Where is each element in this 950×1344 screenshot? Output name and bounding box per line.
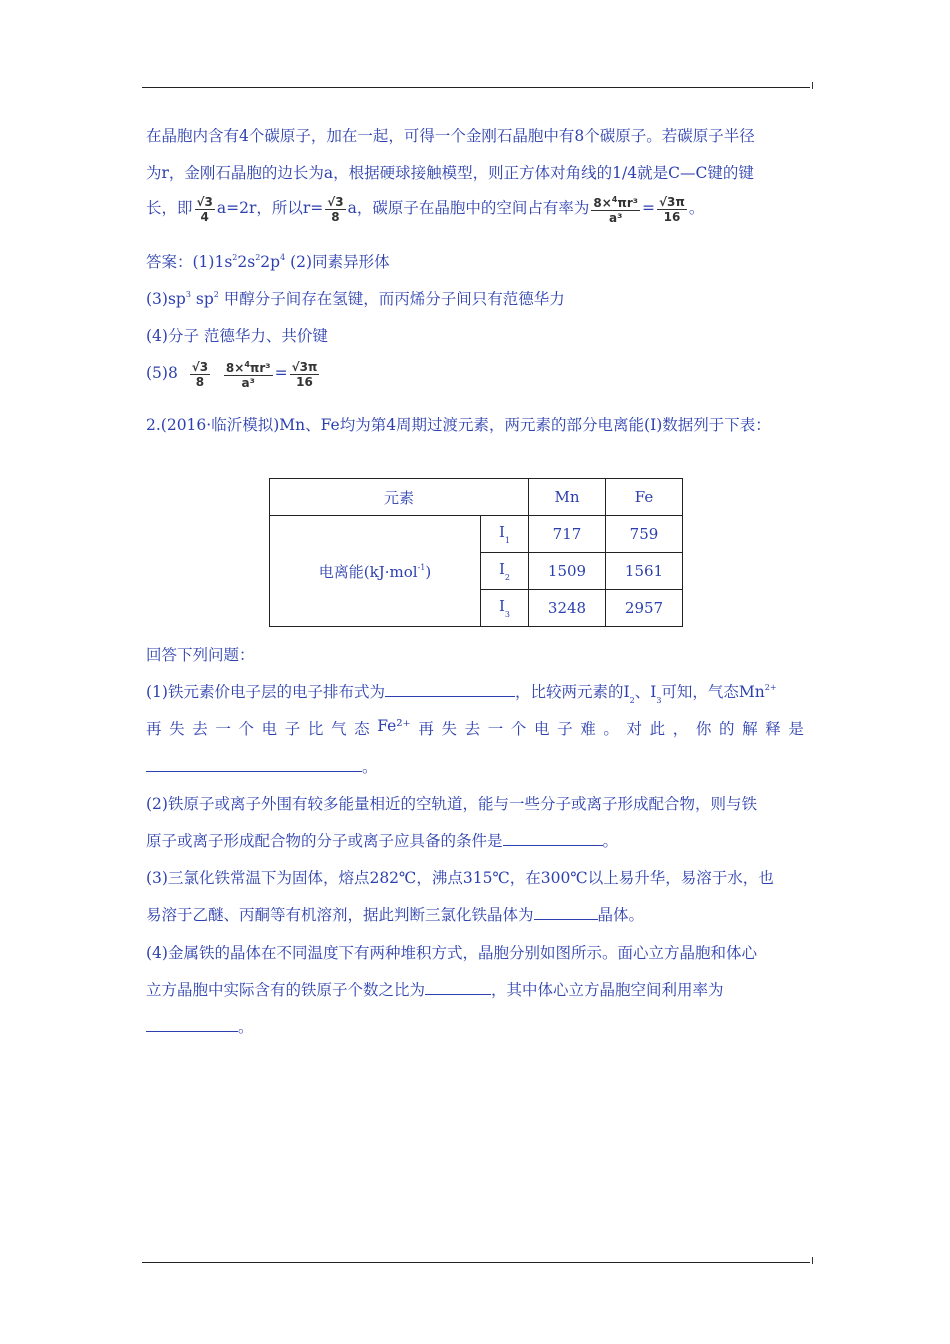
justified-char: 子 bbox=[284, 720, 301, 738]
justified-char: 气 bbox=[331, 720, 347, 738]
answer-blank[interactable] bbox=[146, 757, 362, 772]
mn-value: 717 bbox=[529, 516, 606, 553]
justified-char: 比 bbox=[307, 720, 324, 738]
fraction-packing: $\frac{8\times^4\pi r^3}{\text{a³}}$ bbox=[593, 195, 639, 225]
answer-prompt: 回答下列问题： bbox=[146, 646, 255, 664]
fraction-sqrt3-over-8: $\frac{√3}{8}$ bbox=[327, 194, 344, 224]
justified-char: 电 bbox=[533, 720, 550, 738]
ionization-energy-table bbox=[269, 478, 683, 627]
sub-question-1: (1)铁元素价电子层的电子排布式为 ，比较两元素的$I_2$、$I_3$可知，气态$Mn^{2+}$ bbox=[146, 683, 777, 705]
sub-question-1-line3: 。 bbox=[146, 755, 378, 777]
ionization-level: $I_2$ bbox=[481, 553, 529, 590]
paragraph-line: 为r，金刚石晶胞的边长为a，根据硬球接触模型，则正方体对角线的1/4就是C—C键的键 bbox=[146, 164, 754, 182]
justified-char: 你 bbox=[695, 720, 712, 738]
justified-char: 一 bbox=[487, 720, 504, 738]
answer-blank[interactable] bbox=[503, 831, 603, 846]
ionization-level: $I_1$ bbox=[481, 516, 529, 553]
mn-value: 1509 bbox=[529, 553, 606, 590]
fraction-sqrt3pi-over-16: $\frac{√3\pi}{16}$ bbox=[291, 359, 318, 389]
ionization-level: $I_3$ bbox=[481, 590, 529, 627]
justified-char: 此 bbox=[649, 720, 666, 738]
justified-char: 是 bbox=[788, 720, 804, 738]
justified-char: 失 bbox=[169, 720, 185, 738]
answer-blank[interactable] bbox=[425, 980, 491, 995]
justified-char: 再 bbox=[146, 720, 162, 738]
justified-char: 再 bbox=[418, 720, 434, 738]
answer-line-3: $(3)sp^3$ $sp^2$ 甲醇分子间存在氢键，而丙烯分子间只有范德华力 bbox=[146, 290, 565, 308]
justified-char: 。 bbox=[603, 720, 619, 738]
sub-question-3: (3)三氯化铁常温下为固体，熔点282℃，沸点315℃，在300℃以上易升华，易溶于水，也 bbox=[146, 869, 774, 887]
header-element: 元素 bbox=[270, 479, 529, 516]
justified-char: 态 bbox=[354, 720, 370, 738]
sub-question-2-line2: 原子或离子形成配合物的分子或离子应具备的条件是 。 bbox=[146, 832, 619, 850]
header-rule bbox=[142, 87, 810, 88]
justified-char: 的 bbox=[718, 720, 735, 738]
header-mn: Mn bbox=[529, 479, 606, 516]
answer-blank[interactable] bbox=[146, 1017, 238, 1032]
answer-line-5: (5)8 $\frac{√3}{8}$ $\frac{8\times^4\pi r^3}{\text{a³}}$ = $\frac{√3\pi}{16}$ bbox=[146, 359, 318, 390]
question-2-title: 2.(2016·临沂模拟)Mn、Fe均为第4周期过渡元素，两元素的部分电离能(I)数据列于下表： bbox=[146, 416, 771, 434]
justified-char: ， bbox=[672, 720, 689, 738]
fraction-packing: $\frac{8\times^4\pi r^3}{\text{a³}}$ bbox=[225, 360, 271, 390]
paragraph-line: 在晶胞内含有4个碳原子，加在一起，可得一个金刚石晶胞中有8个碳原子。若碳原子半径 bbox=[146, 127, 755, 145]
justified-char: 难 bbox=[580, 720, 596, 738]
row-label: 电离能(kJ·mol$^{-1}$) bbox=[270, 516, 481, 627]
paragraph-line-formula: 长，即 $\frac{√3}{4}$ a=2r，所以r= $\frac{√3}{8}$ a，碳原子在晶胞中的空间占有率为 $\frac{8\times^4\pi r^3}{\text{a³}}$ = $\frac{√3\pi}{16}$ 。 bbox=[146, 194, 705, 225]
sub-question-2: (2)铁原子或离子外围有较多能量相近的空轨道，能与一些分子或离子形成配合物，则与铁 bbox=[146, 795, 757, 813]
justified-char: 子 bbox=[557, 720, 573, 738]
answer-blank[interactable] bbox=[385, 682, 515, 697]
sub-question-3-line2: 易溶于乙醚、丙酮等有机溶剂，据此判断三氯化铁晶体为 晶体。 bbox=[146, 906, 645, 924]
justified-char: 释 bbox=[765, 720, 781, 738]
justified-char: 去 bbox=[192, 720, 208, 738]
answer-line-1: 答案：$(1)1s^22s^22p^4$ (2)同素异形体 bbox=[146, 253, 390, 271]
justified-char: 去 bbox=[464, 720, 481, 738]
fe-value: 759 bbox=[606, 516, 683, 553]
justified-char: 个 bbox=[510, 720, 527, 738]
sub-question-4: (4)金属铁的晶体在不同温度下有两种堆积方式，晶胞分别如图所示。面心立方晶胞和体心 bbox=[146, 944, 757, 962]
justified-char: 对 bbox=[626, 720, 642, 738]
fraction-sqrt3pi-over-16: $\frac{√3\pi}{16}$ bbox=[659, 194, 685, 224]
answer-line-4: (4)分子 范德华力、共价键 bbox=[146, 327, 328, 345]
justified-char: 一 bbox=[215, 720, 231, 738]
fraction-sqrt3-over-4: $\frac{√3}{4}$ bbox=[196, 194, 213, 224]
justified-char: Fe²⁺ bbox=[377, 717, 411, 735]
mn-value: 3248 bbox=[529, 590, 606, 627]
sub-question-1-line2 bbox=[146, 717, 804, 739]
fe-value: 2957 bbox=[606, 590, 683, 627]
answer-blank[interactable] bbox=[534, 905, 598, 920]
justified-char: 个 bbox=[238, 720, 255, 738]
justified-char: 解 bbox=[742, 720, 758, 738]
sub-question-4-line2: 立方晶胞中实际含有的铁原子个数之比为 ，其中体心立方晶胞空间利用率为 bbox=[146, 981, 724, 999]
fraction-sqrt3-over-8: $\frac{√3}{8}$ bbox=[191, 359, 209, 389]
footer-rule bbox=[142, 1262, 810, 1263]
justified-char: 电 bbox=[261, 720, 278, 738]
header-fe: Fe bbox=[606, 479, 683, 516]
fe-value: 1561 bbox=[606, 553, 683, 590]
justified-char: 失 bbox=[441, 720, 457, 738]
sub-question-4-line3: 。 bbox=[146, 1015, 254, 1037]
